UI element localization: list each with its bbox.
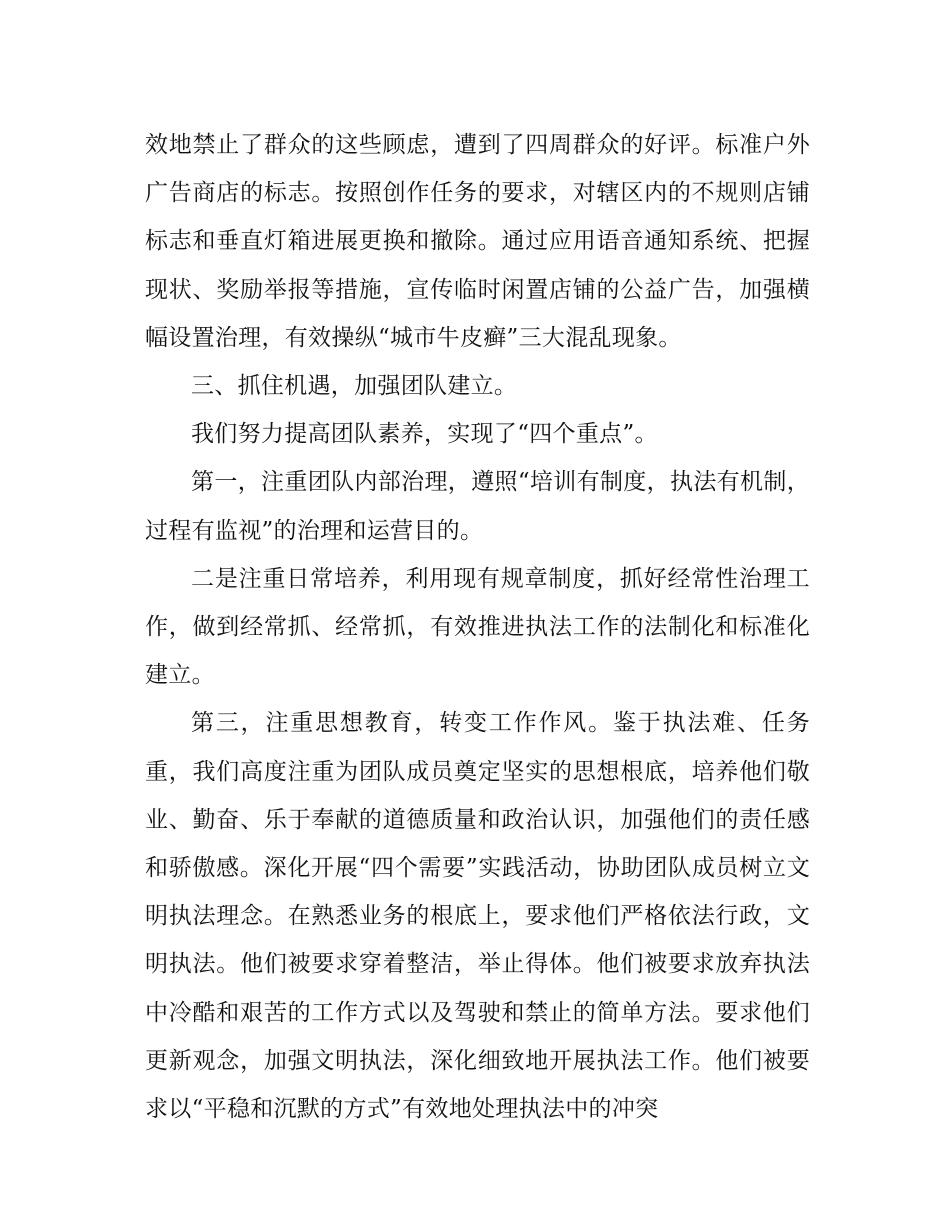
paragraph: 第一，注重团队内部治理，遵照“培训有制度，执法有机制，过程有监视”的治理和运营目的。 xyxy=(145,469,810,544)
paragraph: 我们努力提高团队素养，实现了“四个重点”。 xyxy=(191,421,658,448)
paragraph-continuation: 效地禁止了群众的这些顾虑，遭到了四周群众的好评。标准户外广告商店的标志。按照创作任务的要求，对辖区内的不规则店铺标志和垂直灯箱进展更换和撤除。通过应用语音通知系统、把握现状、奖励举报等措施，宣传临时闲置店铺的公益广告，加强横幅设置治理，有效操纵“城市牛皮癣”三大混乱现象。 xyxy=(145,132,810,351)
paragraph: 二是注重日常培养，利用现有规章制度，抓好经常性治理工作，做到经常抓、经常抓，有效推进执法工作的法制化和标准化建立。 xyxy=(145,565,810,689)
document-body xyxy=(145,121,810,1133)
paragraph: 第三，注重思想教育，转变工作作风。鉴于执法难、任务重，我们高度注重为团队成员奠定坚实的思想根底，培养他们敬业、勤奋、乐于奉献的道德质量和政治认识，加强他们的责任感和骄傲感。深化开展“四个需要”实践活动，协助团队成员树立文明执法理念。在熟悉业务的根底上，要求他们严格依法行政，文明执法。他们被要求穿着整洁，举止得体。他们被要求放弃执法中冷酷和艰苦的工作方式以及驾驶和禁止的简单方法。要求他们更新观念，加强文明执法，深化细致地开展执法工作。他们被要求以“平稳和沉默的方式”有效地处理执法中的冲突 xyxy=(145,710,810,1123)
section-heading: 三、抓住机遇，加强团队建立。 xyxy=(191,373,518,400)
